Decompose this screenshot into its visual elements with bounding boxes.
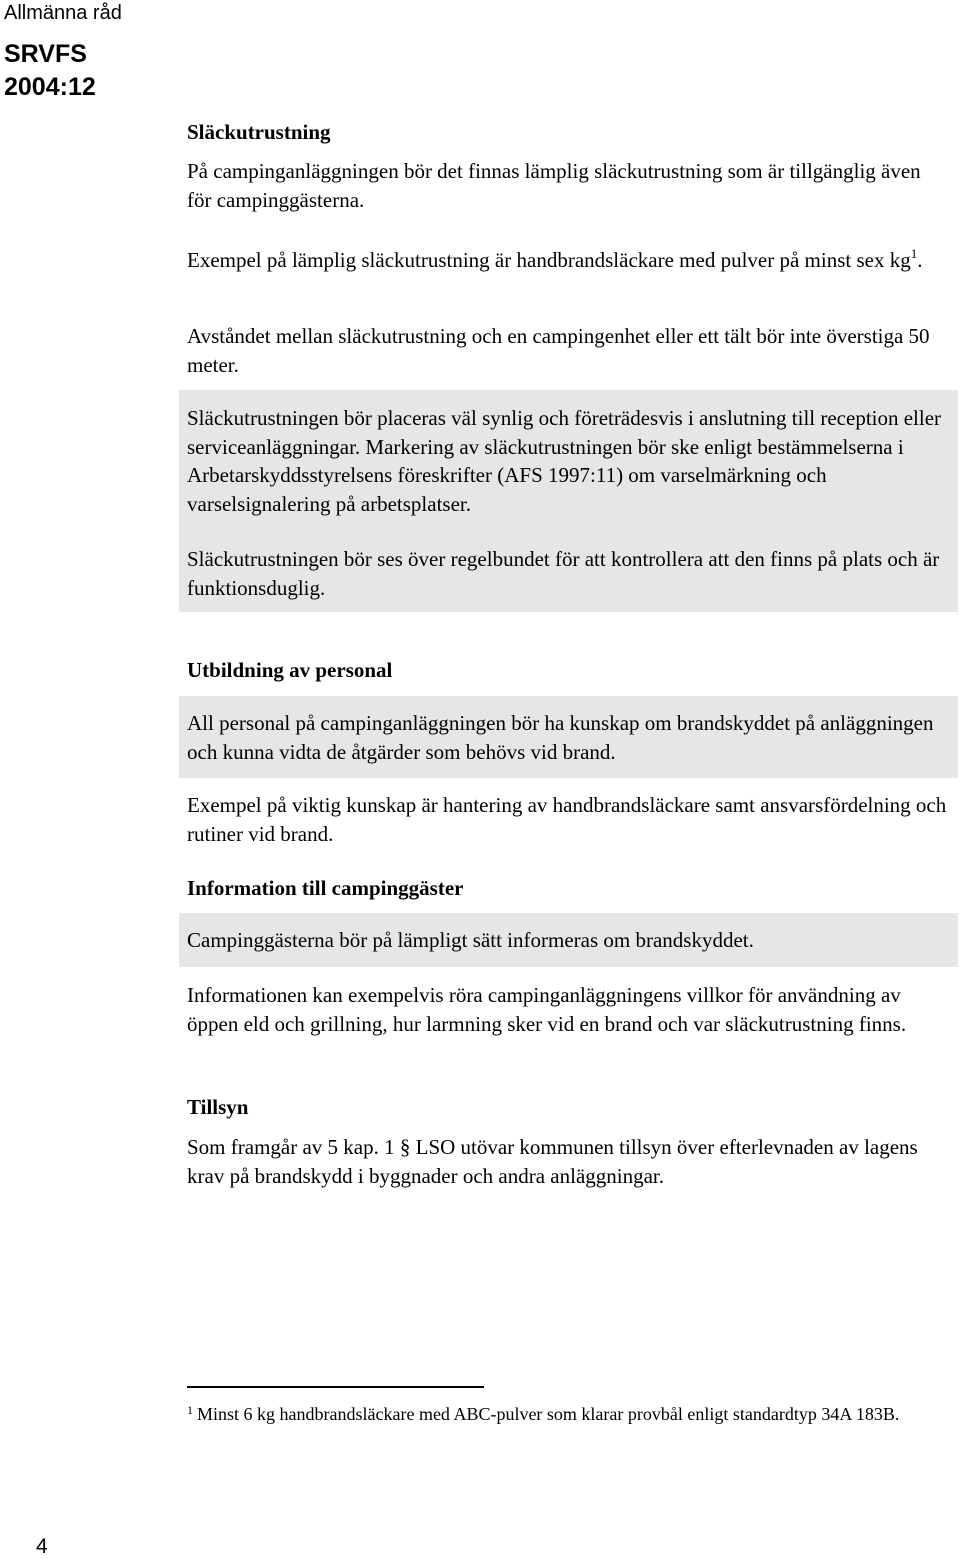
section-heading-extinguishing-equipment: Släckutrustning [187,120,331,144]
document-number: 2004:12 [4,73,96,101]
paragraph: Släckutrustningen bör ses över regelbundet för att kontrollera att den finns på plats och är funktionsduglig. [187,547,940,600]
footnote-number: 1 [187,1403,193,1417]
section-heading-supervision: Tillsyn [187,1095,249,1119]
paragraph-text: Exempel på lämplig släckutrustning är handbrandsläckare med pulver på minst sex kg [187,248,911,272]
section-heading-staff-training: Utbildning av personal [187,658,393,682]
paragraph: Exempel på viktig kunskap är hantering av handbrandsläckare samt ansvarsfördelning och rutiner vid brand. [187,793,947,846]
paragraph: Informationen kan exempelvis röra campinganläggningens villkor för användning av öppen eld och grillning, hur larmning sker vid en brand och var släckutrustning finns. [187,983,907,1036]
page-number: 4 [36,1535,48,1558]
footnote-text: Minst 6 kg handbrandsläckare med ABC-pulver som klarar provbål enligt standardtyp 34A 183B. [197,1404,900,1424]
paragraph-with-footnote [187,240,947,275]
paragraph: Avståndet mellan släckutrustning och en campingenhet eller ett tält bör inte överstiga 50 meter. [187,324,930,377]
paragraph: På campinganläggningen bör det finnas lämplig släckutrustning som är tillgänglig även för campinggästerna. [187,159,921,212]
document-type-label: Allmänna råd [4,2,122,24]
section-heading-guest-information: Information till campinggäster [187,876,464,900]
footnote-reference: 1 [910,246,918,261]
document-series: SRVFS [4,40,87,68]
paragraph: Campinggästerna bör på lämpligt sätt informeras om brandskyddet. [187,928,754,952]
paragraph: Släckutrustningen bör placeras väl synlig och företrädesvis i anslutning till reception eller serviceanläggningar. Markering av släckutrustningen bör ske enligt bestämmelserna i Arbetarskyddsstyrelsens föreskrifter (AFS 1997:11) om varselmärkning och varselsignalering på arbetsplatser. [187,406,942,516]
paragraph: Som framgår av 5 kap. 1 § LSO utövar kommunen tillsyn över efterlevnaden av lagens krav på brandskydd i byggnader och andra anläggningar. [187,1135,918,1188]
footnote [187,1398,937,1427]
paragraph-end-punctuation: . [917,248,923,272]
document-code [4,38,96,104]
paragraph: All personal på campinganläggningen bör ha kunskap om brandskyddet på anläggningen och kunna vidta de åtgärder som behövs vid brand. [187,711,934,764]
footnote-separator [187,1386,484,1388]
